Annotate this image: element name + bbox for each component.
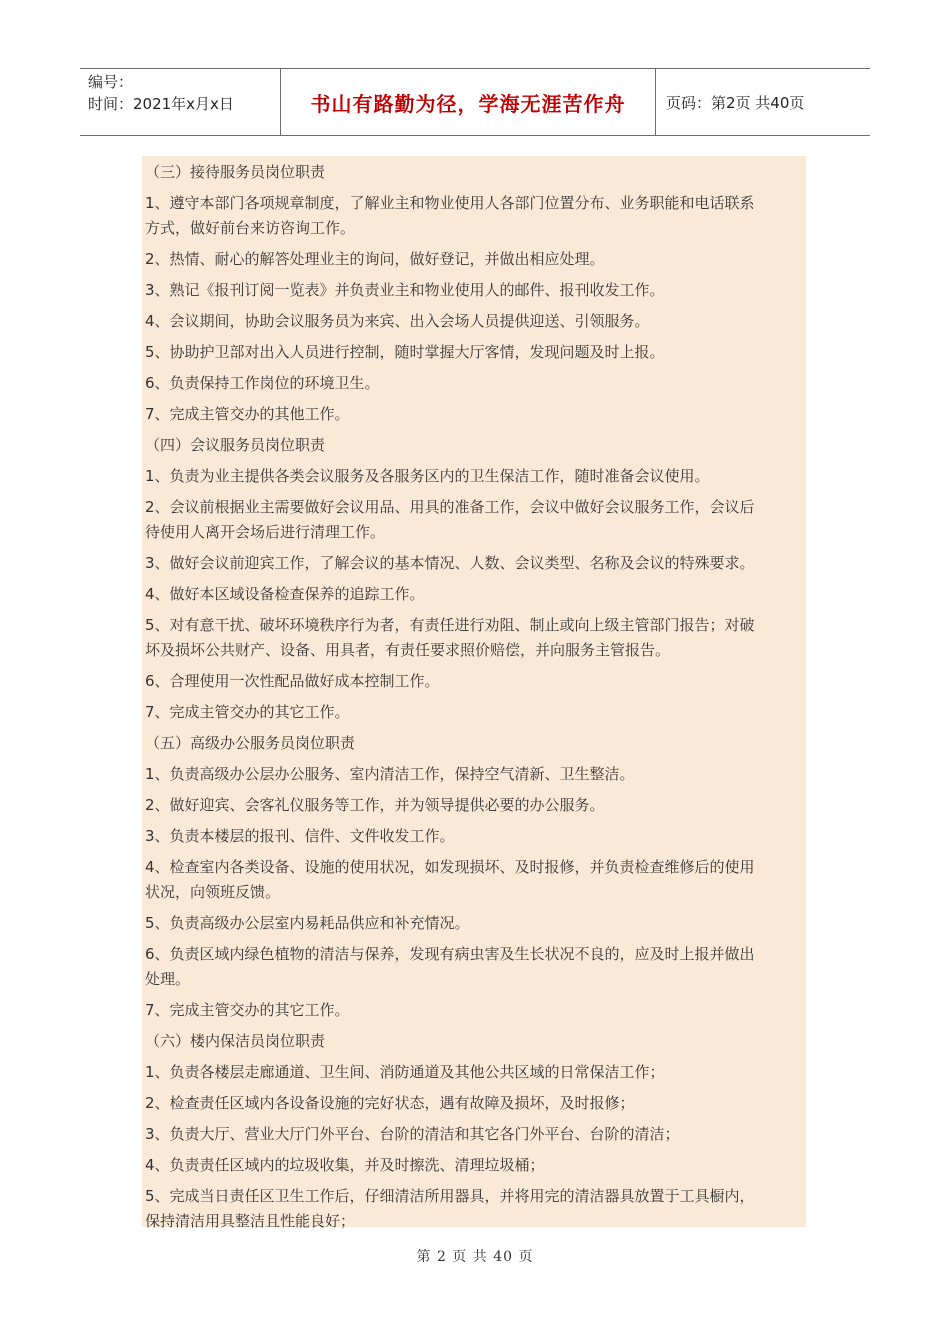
paragraph-line: 4、做好本区域设备检查保养的追踪工作。 [145,585,425,603]
paragraph-line: 3、负责本楼层的报刊、信件、文件收发工作。 [145,827,455,845]
section-heading: （五）高级办公服务员岗位职责 [145,734,356,752]
paragraph-line: 5、协助护卫部对出入人员进行控制，随时掌握大厅客情，发现问题及时上报。 [145,343,665,361]
paragraph-line: 5、对有意干扰、破坏环境秩序行为者，有责任进行劝阻、制止或向上级主管部门报告；对破 [145,616,755,634]
paragraph-line: 2、做好迎宾、会客礼仪服务等工作，并为领导提供必要的办公服务。 [145,796,605,814]
date-label: 时间：2021年x月x日 [88,95,234,113]
paragraph-line: 4、检查室内各类设备、设施的使用状况，如发现损坏、及时报修，并负责检查维修后的使用 [145,858,755,876]
document-body [142,156,806,1230]
section-heading: （六）楼内保洁员岗位职责 [145,1032,326,1050]
paragraph-line: 6、负责保持工作岗位的环境卫生。 [145,374,380,392]
header-motto: 书山有路勤为径，学海无涯苦作舟 [281,69,656,135]
paragraph-line: 7、完成主管交办的其它工作。 [145,1001,350,1019]
paragraph-line: 方式，做好前台来访咨询工作。 [145,219,356,237]
paragraph-line: 2、会议前根据业主需要做好会议用品、用具的准备工作，会议中做好会议服务工作，会议后 [145,498,755,516]
header-page-info: 页码：第2页 共40页 [666,93,805,112]
paragraph-line: 3、熟记《报刊订阅一览表》并负责业主和物业使用人的邮件、报刊收发工作。 [145,281,665,299]
paragraph-line: 1、遵守本部门各项规章制度，了解业主和物业使用人各部门位置分布、业务职能和电话联系 [145,194,755,212]
paragraph-line: 坏及损坏公共财产、设备、用具者，有责任要求照价赔偿，并向服务主管报告。 [145,641,671,659]
paragraph-line: 4、会议期间，协助会议服务员为来宾、出入会场人员提供迎送、引领服务。 [145,312,650,330]
section-heading: （四）会议服务员岗位职责 [145,436,326,454]
paragraph-line: 7、完成主管交办的其他工作。 [145,405,350,423]
paragraph-line: 6、合理使用一次性配品做好成本控制工作。 [145,672,440,690]
paragraph-line: 待使用人离开会场后进行清理工作。 [145,523,386,541]
paragraph-line: 1、负责高级办公层办公服务、室内清洁工作，保持空气清新、卫生整洁。 [145,765,635,783]
paragraph-line: 7、完成主管交办的其它工作。 [145,703,350,721]
paragraph-line: 状况，向领班反馈。 [145,883,281,901]
paragraph-line: 6、负责区域内绿色植物的清洁与保养，发现有病虫害及生长状况不良的，应及时上报并做出 [145,945,755,963]
section-heading: （三）接待服务员岗位职责 [145,163,326,181]
paragraph-line: 2、检查责任区域内各设备设施的完好状态，遇有故障及损坏，及时报修； [145,1094,635,1112]
document-header [80,68,870,136]
paragraph-line: 5、负责高级办公层室内易耗品供应和补充情况。 [145,914,470,932]
paragraph-line: 2、热情、耐心的解答处理业主的询问，做好登记，并做出相应处理。 [145,250,605,268]
paragraph-line: 5、完成当日责任区卫生工作后，仔细清洁所用器具，并将用完的清洁器具放置于工具橱内， [145,1187,755,1205]
paragraph-line: 保持清洁用具整洁且性能良好； [145,1212,356,1230]
paragraph-line: 1、负责为业主提供各类会议服务及各服务区内的卫生保洁工作，随时准备会议使用。 [145,467,710,485]
paragraph-line: 处理。 [145,970,191,988]
paragraph-line: 3、负责大厅、营业大厅门外平台、台阶的清洁和其它各门外平台、台阶的清洁； [145,1125,680,1143]
number-label: 编号： [88,73,134,91]
paragraph-line: 4、负责责任区域内的垃圾收集，并及时擦洗、清理垃圾桶； [145,1156,545,1174]
page-footer: 第 2 页 共 40 页 [416,1249,534,1265]
paragraph-line: 1、负责各楼层走廊通道、卫生间、消防通道及其他公共区域的日常保洁工作； [145,1063,665,1081]
header-meta [80,69,281,135]
paragraph-line: 3、做好会议前迎宾工作，了解会议的基本情况、人数、会议类型、名称及会议的特殊要求。 [145,554,755,572]
